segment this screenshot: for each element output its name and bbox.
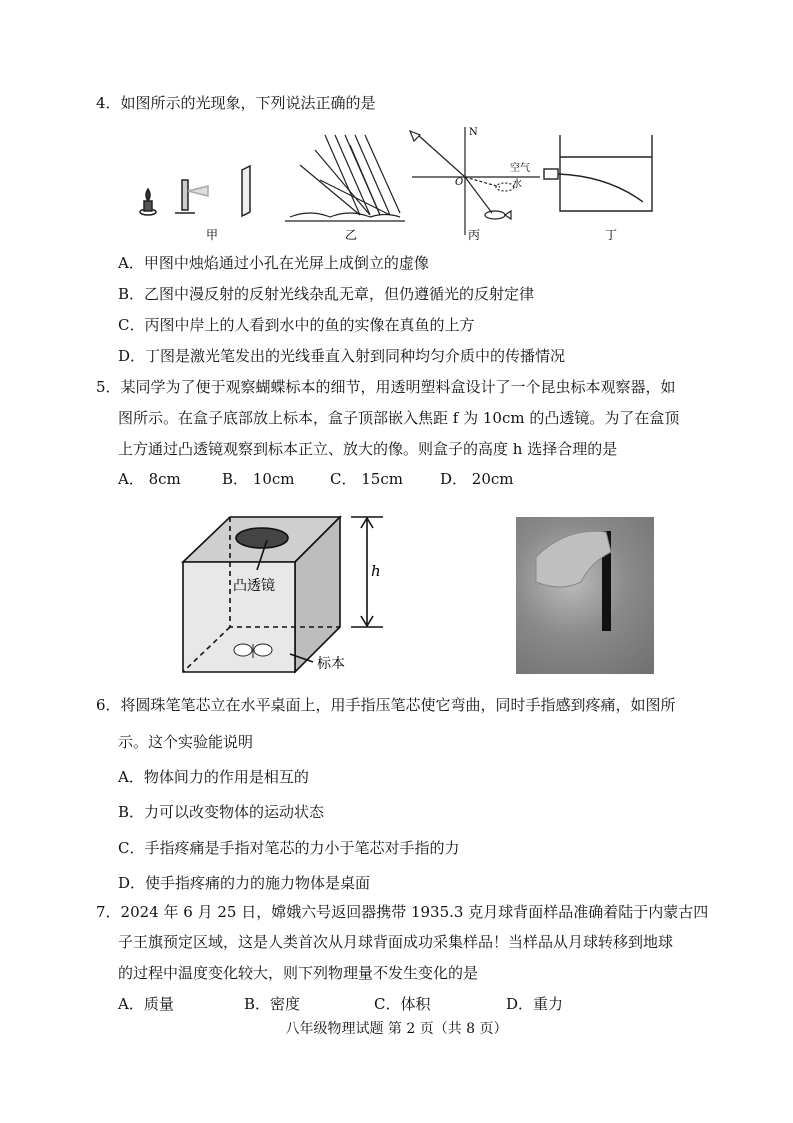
q6-stem-line-1: 6．将圆珠笔笔芯立在水平桌面上，用手指压笔芯使它弯曲，同时手指感到疼痛，如图所 (96, 696, 676, 714)
lens-label: 凸透镜 (233, 578, 275, 594)
q4-option-b[interactable]: B．乙图中漫反射的反射光线杂乱无章，但仍遵循光的反射定律 (118, 285, 535, 303)
fig-bing-label: 丙 (468, 228, 481, 242)
specimen-label: 标本 (317, 656, 345, 672)
q6-option-a[interactable]: A．物体间力的作用是相互的 (118, 768, 309, 786)
q6-stem-line-2: 示。这个实验能说明 (118, 733, 254, 751)
fig-o-label: O (455, 177, 464, 188)
q6-option-c[interactable]: C．手指疼痛是手指对笔芯的力小于笔芯对手指的力 (118, 839, 460, 857)
q7-stem-line-3: 的过程中温度变化较大，则下列物理量不发生变化的是 (118, 964, 479, 982)
fig-jia-pinhole (140, 166, 250, 216)
fig-yi-diffuse (285, 135, 405, 221)
q5-stem-line-2: 图所示。在盒子底部放上标本，盒子顶部嵌入焦距 f 为 10cm 的凸透镜。为了在盒顶 (118, 409, 680, 427)
page-footer: 八年级物理试题 第 2 页（共 8 页） (285, 1021, 508, 1037)
q5-option-d[interactable]: D． 20cm (440, 470, 514, 488)
fig-ding-label: 丁 (605, 228, 618, 242)
q7-option-c[interactable]: C．体积 (374, 995, 431, 1013)
q6-option-d[interactable]: D．使手指疼痛的力的施力物体是桌面 (118, 874, 371, 892)
height-label: h (371, 562, 381, 580)
q7-option-a[interactable]: A．质量 (118, 995, 174, 1013)
fig-yi-label: 乙 (345, 228, 358, 242)
q5-option-b[interactable]: B． 10cm (222, 470, 295, 488)
q5-box-figure (175, 512, 395, 682)
fig-ding-tank (544, 135, 652, 211)
q7-option-d[interactable]: D．重力 (506, 995, 564, 1013)
q5-stem-line-1: 5．某同学为了便于观察蝴蝶标本的细节，用透明塑料盒设计了一个昆虫标本观察器，如 (96, 378, 676, 396)
fig-n-label: N (469, 127, 478, 138)
fig-air-label: 空气 (510, 163, 530, 174)
q4-stem: 4．如图所示的光现象，下列说法正确的是 (96, 94, 376, 112)
finger-pressing-refill-photo (516, 517, 654, 674)
q7-option-b[interactable]: B．密度 (244, 995, 301, 1013)
q4-option-a[interactable]: A．甲图中烛焰通过小孔在光屏上成倒立的虚像 (118, 254, 429, 272)
q4-figures (120, 125, 680, 245)
q5-option-c[interactable]: C． 15cm (330, 470, 403, 488)
q4-option-c[interactable]: C．丙图中岸上的人看到水中的鱼的实像在真鱼的上方 (118, 316, 475, 334)
q5-stem-line-3: 上方通过凸透镜观察到标本正立、放大的像。则盒子的高度 h 选择合理的是 (118, 440, 618, 458)
q6-option-b[interactable]: B．力可以改变物体的运动状态 (118, 803, 325, 821)
q7-stem-line-2: 子王旗预定区域，这是人类首次从月球背面成功采集样品！当样品从月球转移到地球 (118, 933, 674, 951)
q7-stem-line-1: 7．2024 年 6 月 25 日，嫦娥六号返回器携带 1935.3 克月球背面样品准确着陆于内蒙古四 (96, 903, 709, 921)
q4-option-d[interactable]: D．丁图是激光笔发出的光线垂直入射到同种均匀介质中的传播情况 (118, 347, 566, 365)
q5-option-a[interactable]: A． 8cm (118, 470, 181, 488)
fig-water-label: 水 (512, 179, 522, 190)
fig-jia-label: 甲 (206, 228, 219, 242)
